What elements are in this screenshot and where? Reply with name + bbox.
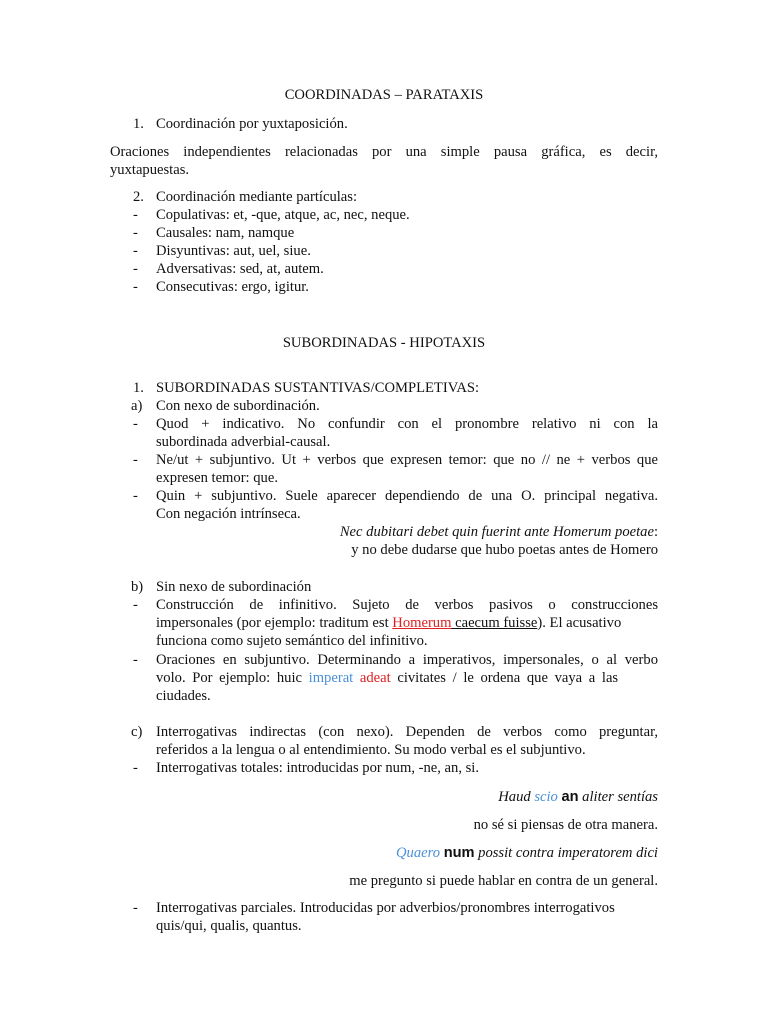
- list-item: Con nexo de subordinación.: [156, 398, 320, 414]
- subordinadas-title: SUBORDINADAS - HIPOTAXIS: [282, 335, 486, 351]
- highlighted-word: imperat: [308, 670, 354, 686]
- list-item: Sin nexo de subordinación: [156, 579, 312, 595]
- dash-marker: -: [133, 207, 138, 223]
- dash-marker: -: [133, 416, 138, 432]
- list-item-continuation: subordinada adverbial-causal.: [156, 434, 331, 450]
- list-item: Quin + subjuntivo. Suele aparecer dependiendo de una O. principal negativa.: [156, 488, 658, 504]
- list-item: Disyuntivas: aut, uel, siue.: [156, 243, 311, 259]
- dash-marker: -: [133, 760, 138, 776]
- paragraph-line: yuxtapuestas.: [110, 162, 190, 178]
- bold-word: an: [561, 789, 579, 805]
- list-item-continuation: referidos a la lengua o al entendimiento. Su modo verbal es el subjuntivo.: [156, 742, 586, 758]
- list-number: 1.: [133, 380, 144, 396]
- translation: no sé si piensas de otra manera.: [473, 817, 658, 833]
- dash-marker: -: [133, 452, 138, 468]
- coordinadas-title: COORDINADAS – PARATAXIS: [284, 87, 484, 103]
- list-item: Adversativas: sed, at, autem.: [156, 261, 324, 277]
- highlighted-word: scio: [534, 789, 558, 805]
- text-run: ). El acusativo: [537, 615, 622, 631]
- list-item: Oraciones en subjuntivo. Determinando a imperativos, impersonales, o al verbo: [156, 652, 658, 668]
- highlighted-word: Homerum: [392, 615, 452, 631]
- dash-marker: -: [133, 225, 138, 241]
- latin-text: Nec dubitari debet quin fuerint ante Homerum poetae: [339, 524, 654, 540]
- paragraph-line: Oraciones independientes relacionadas por una simple pausa gráfica, es decir,: [110, 144, 658, 160]
- list-item: Causales: nam, namque: [156, 225, 295, 241]
- latin-example: [110, 844, 658, 862]
- latin-example: [110, 788, 658, 806]
- list-item: Copulativas: et, -que, atque, ac, nec, neque.: [156, 207, 410, 223]
- list-item: Interrogativas parciales. Introducidas por adverbios/pronombres interrogativos: [156, 900, 615, 916]
- text-run: volo. Por ejemplo: huic: [156, 670, 309, 686]
- highlighted-word: adeat: [359, 670, 391, 686]
- underlined-text: caecum fuisse: [451, 615, 538, 631]
- dash-marker: -: [133, 488, 138, 504]
- list-letter: a): [131, 398, 143, 414]
- list-item-continuation: quis/qui, qualis, quantus.: [156, 918, 302, 934]
- list-item-continuation: expresen temor: que.: [156, 470, 278, 486]
- translation: me pregunto si puede hablar en contra de un general.: [349, 873, 658, 889]
- text-run: aliter sentías: [578, 789, 658, 805]
- list-letter: b): [131, 579, 144, 595]
- dash-marker: -: [133, 652, 138, 668]
- list-item-continuation: Con negación intrínseca.: [156, 506, 301, 522]
- text-run: Haud: [498, 789, 535, 805]
- dash-marker: -: [133, 243, 138, 259]
- list-item-continuation: funciona como sujeto semántico del infinitivo.: [156, 633, 428, 649]
- list-item: Interrogativas totales: introducidas por num, -ne, an, si.: [156, 760, 480, 776]
- dash-marker: -: [133, 261, 138, 277]
- dash-marker: -: [133, 597, 138, 613]
- list-number: 2.: [133, 189, 144, 205]
- list-item: SUBORDINADAS SUSTANTIVAS/COMPLETIVAS:: [156, 380, 480, 396]
- dash-marker: -: [133, 900, 138, 916]
- bold-word: num: [443, 845, 475, 861]
- list-number: 1.: [133, 116, 144, 132]
- text-run: impersonales (por ejemplo: traditum est: [156, 615, 393, 631]
- list-item-continuation: [156, 669, 658, 687]
- latin-example: [110, 523, 658, 541]
- list-item: Coordinación mediante partículas:: [156, 189, 358, 205]
- list-item: Interrogativas indirectas (con nexo). Dependen de verbos como preguntar,: [156, 724, 658, 740]
- list-item: Consecutivas: ergo, igitur.: [156, 279, 309, 295]
- list-item: Coordinación por yuxtaposición.: [156, 116, 348, 132]
- list-item-continuation: ciudades.: [156, 688, 211, 704]
- list-item: Quod + indicativo. No confundir con el pronombre relativo ni con la: [156, 416, 658, 432]
- list-item: Ne/ut + subjuntivo. Ut + verbos que expresen temor: que no // ne + verbos que: [156, 452, 658, 468]
- list-item: Construcción de infinitivo. Sujeto de verbos pasivos o construcciones: [156, 597, 658, 613]
- dash-marker: -: [133, 279, 138, 295]
- list-letter: c): [131, 724, 143, 740]
- translation: y no debe dudarse que hubo poetas antes de Homero: [351, 542, 658, 558]
- list-item-continuation: [156, 614, 658, 632]
- text-run: possit contra imperatorem dici: [474, 845, 658, 861]
- text-run: civitates / le ordena que vaya a las: [390, 670, 619, 686]
- highlighted-word: Quaero: [395, 845, 441, 861]
- colon: :: [653, 524, 658, 540]
